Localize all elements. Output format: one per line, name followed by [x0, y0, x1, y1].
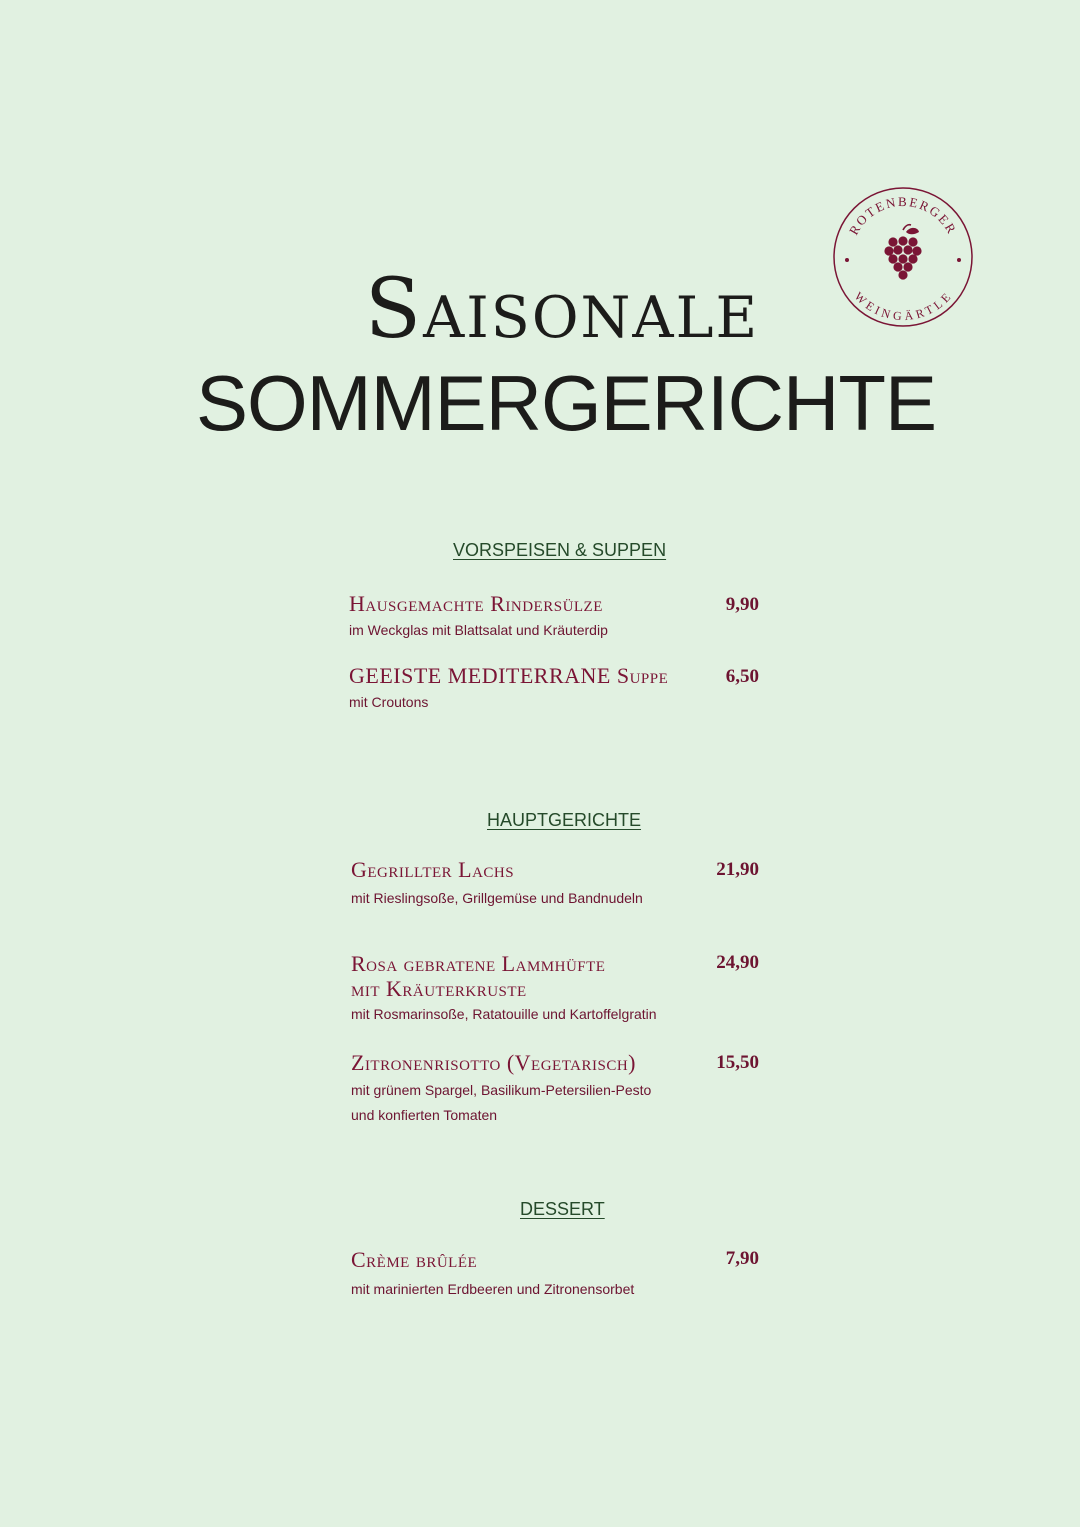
section-heading-dessert: DESSERT	[520, 1199, 605, 1219]
dish-description: mit marinierten Erdbeeren und Zitronensorbet	[351, 1281, 635, 1297]
page-title-line-2: SOMMERGERICHTE	[195, 359, 937, 447]
page-title-line-1: Saisonale	[364, 262, 760, 357]
dish-price: 7,90	[725, 1248, 759, 1269]
dish-price: 24,90	[716, 952, 759, 973]
dish-description-line-1: mit grünem Spargel, Basilikum-Petersilien-Pesto	[351, 1082, 652, 1098]
dish-name: Gegrillter Lachs	[351, 857, 515, 882]
dish-description: im Weckglas mit Blattsalat und Kräuterdip	[349, 622, 608, 638]
section-heading-hauptgerichte: HAUPTGERICHTE	[487, 810, 642, 830]
dish-name: GEEISTE MEDITERRANE Suppe	[349, 663, 669, 688]
logo-bottom-text: WEINGÄRTLE	[851, 288, 955, 324]
dish-price: 15,50	[716, 1052, 759, 1073]
dish-description: mit Rosmarinsoße, Ratatouille und Kartoffelgratin	[351, 1006, 657, 1022]
dish-name-line-1: Rosa gebratene Lammhüfte	[351, 951, 606, 976]
section-heading-vorspeisen: VORSPEISEN & SUPPEN	[453, 540, 667, 560]
dish-price: 21,90	[716, 859, 759, 880]
logo-top-text: ROTENBERGER	[845, 193, 961, 238]
dish-price: 9,90	[725, 594, 759, 615]
dish-description-line-2: und konfierten Tomaten	[351, 1107, 498, 1123]
dish-name-line-2: mit Kräuterkruste	[351, 976, 527, 1001]
dish-price: 6,50	[725, 666, 759, 687]
dish-description: mit Rieslingsoße, Grillgemüse und Bandnudeln	[351, 890, 643, 906]
dish-name: Crème brûlée	[351, 1247, 478, 1272]
dish-name: Zitronenrisotto (Vegetarisch)	[351, 1050, 636, 1075]
dish-name: Hausgemachte Rindersülze	[349, 591, 603, 616]
dish-description: mit Croutons	[349, 694, 429, 710]
